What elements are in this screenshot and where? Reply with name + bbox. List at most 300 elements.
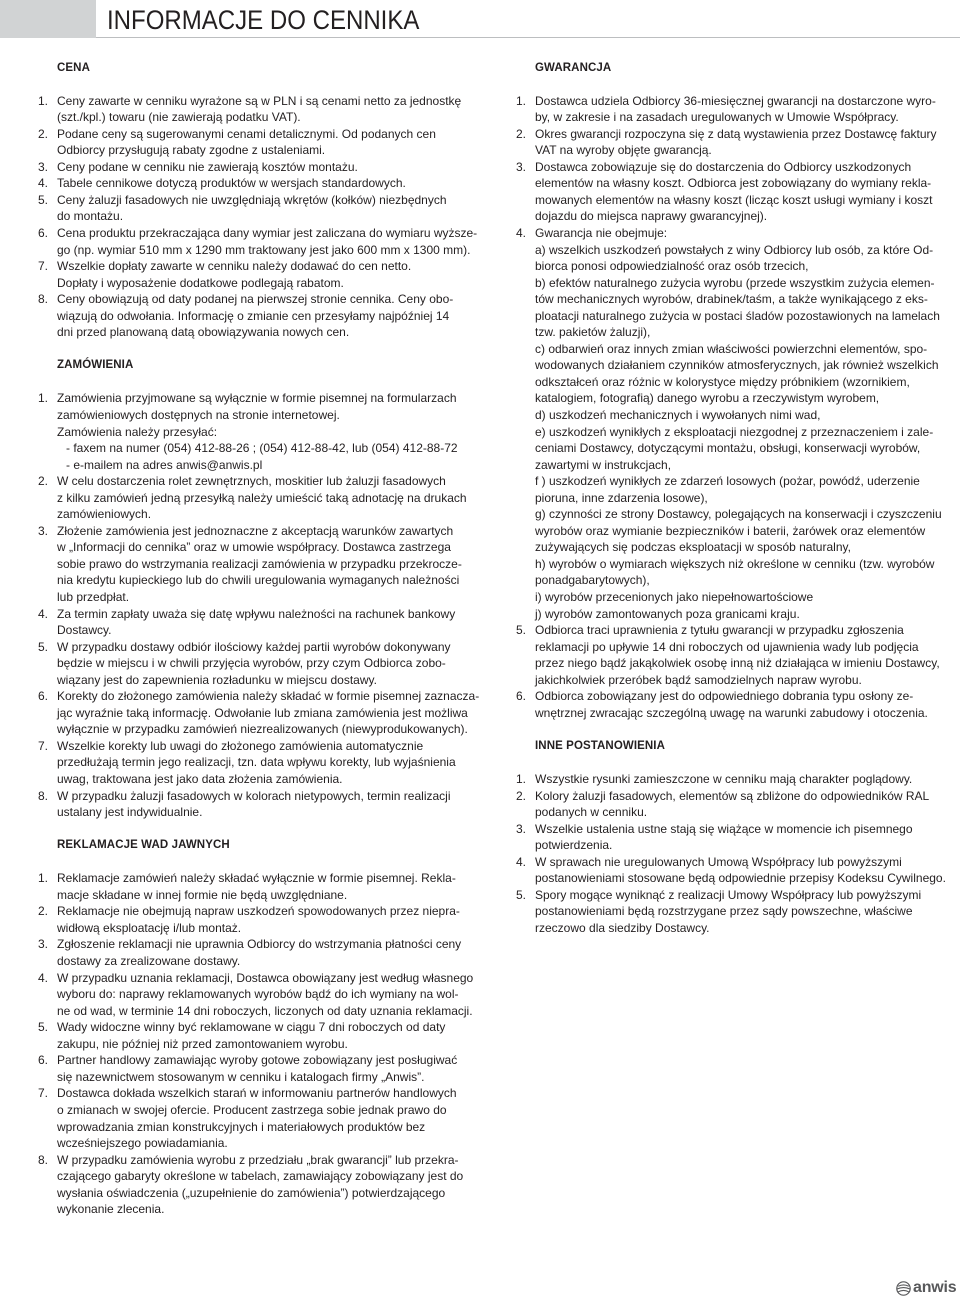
line-text: Ceny zawarte w cenniku wyrażone są w PLN i są cenami netto za jednostkę xyxy=(57,93,462,108)
text-line xyxy=(57,407,483,424)
line-text: d) uszkodzeń mechanicznych i wywołanych nimi wad, xyxy=(535,407,821,422)
text-line xyxy=(535,208,956,225)
item-number: 8. xyxy=(38,788,49,803)
text-line xyxy=(535,457,956,474)
item-number: 5. xyxy=(516,623,527,638)
line-text: Kolory żaluzji fasadowych, elementów są zbliżone do odpowiedników RAL xyxy=(535,788,930,803)
text-line xyxy=(57,1102,483,1119)
line-text: wiązany jest do zapewnienia rozładunku w miejscu dostawy. xyxy=(57,672,377,687)
text-line xyxy=(57,1019,483,1036)
line-text: będzie w miejscu i w chwili przyjęcia wyrobów, przy czym Odbiorca zobo- xyxy=(57,656,446,671)
line-text: f ) uszkodzeń wynikłych ze zdarzeń losowych (pożar, powódź, uderzenie xyxy=(535,474,920,489)
text-line xyxy=(57,970,483,987)
line-text: jąc wyraźnie taką informację. Odwołanie lub zmiana zamówienia jest możliwa xyxy=(57,705,468,720)
text-line xyxy=(57,738,483,755)
line-text: W przypadku żaluzji fasadowych w kolorach nietypowych, termin realizacji xyxy=(57,788,451,803)
line-text: go (np. wymiar 510 mm x 1290 mm traktowany jest jako 600 mm x 1300 mm). xyxy=(57,242,471,257)
text-line xyxy=(57,622,483,639)
line-text: W przypadku dostawy odbiór ilościowy każdej partii wyrobów dokonywany xyxy=(57,639,451,654)
line-text: Odbiorcy przysługują rabaty zgodne z ustaleniami. xyxy=(57,143,326,158)
text-line xyxy=(57,1052,483,1069)
line-text: mowanych elementów na własny koszt (licząc koszt usługi wymiany i koszt xyxy=(535,192,933,207)
text-line xyxy=(57,804,483,821)
text-line xyxy=(57,159,483,176)
line-text: wyłącznie w przypadku zamówień niezrealizowanych (niewyprodukowanych). xyxy=(57,722,468,737)
line-text: wcześniejszego powiadamiania. xyxy=(57,1136,228,1151)
line-text: Dostawcy. xyxy=(57,623,112,638)
list-item xyxy=(516,93,956,126)
line-text: przedłużają termin jego realizacji, tzn. data wpływu korekty, lub wyjaśnienia xyxy=(57,755,456,770)
line-text: Wszystkie rysunki zamieszczone w cenniku mają charakter poglądowy. xyxy=(535,772,913,787)
list-item xyxy=(38,738,483,788)
text-line xyxy=(535,705,956,722)
line-text: odkształceń oraz różnic w kolorystyce między próbnikiem (wzornikiem, xyxy=(535,374,910,389)
list-item xyxy=(38,1085,483,1151)
line-text: podanych w cenniku. xyxy=(535,805,648,820)
line-text: h) wyrobów o wymiarach większych niż określone w cenniku (tzw. wyrobów xyxy=(535,556,935,571)
line-text: Reklamacje nie obejmują napraw uszkodzeń spowodowanych przez niepra- xyxy=(57,904,460,919)
item-number: 4. xyxy=(38,970,49,985)
text-line xyxy=(57,1119,483,1136)
text-line xyxy=(57,490,483,507)
section-heading: CENA xyxy=(57,61,90,74)
item-number: 1. xyxy=(38,871,49,886)
list-item xyxy=(38,970,483,1020)
line-text: W celu dostarczenia rolet zewnętrznych, moskitier lub żaluzji fasadowych xyxy=(57,474,446,489)
list-item xyxy=(38,390,483,473)
text-line xyxy=(57,754,483,771)
text-line xyxy=(57,192,483,209)
line-text: zamówieniowych. xyxy=(57,507,152,522)
item-number: 7. xyxy=(38,1086,49,1101)
line-text: Partner handlowy zamawiając wyroby gotowe zobowiązany jest posługiwać xyxy=(57,1053,458,1068)
text-line xyxy=(535,639,956,656)
item-number: 4. xyxy=(38,606,49,621)
line-text: W przypadku uznania reklamacji, Dostawca obowiązany jest według własnego xyxy=(57,970,474,985)
header-block xyxy=(0,0,96,38)
text-line xyxy=(57,606,483,623)
text-line xyxy=(535,920,956,937)
item-number: 2. xyxy=(38,126,49,141)
line-text: Wszelkie ustalenia ustne stają się wiążące w momencie ich pisemnego xyxy=(535,821,913,836)
line-text: by, w zakresie i na zasadach uregulowanych w Umowie Współpracy. xyxy=(535,110,899,125)
line-text: widłową eksploatację i/lub montaż. xyxy=(57,920,242,935)
left-column xyxy=(38,60,483,1218)
line-text: Podane ceny są sugerowanymi cenami detalicznymi. Od podanych cen xyxy=(57,126,436,141)
line-text: do montażu. xyxy=(57,209,124,224)
text-line xyxy=(57,639,483,656)
item-number: 4. xyxy=(516,225,527,240)
text-line xyxy=(57,275,483,292)
list-item xyxy=(38,870,483,903)
line-text: Gwarancja nie obejmuje: xyxy=(535,225,668,240)
list-item xyxy=(38,175,483,192)
text-line xyxy=(535,242,956,259)
text-line xyxy=(535,771,956,788)
anwis-logo xyxy=(896,1279,956,1297)
text-line xyxy=(57,308,483,325)
numbered-list xyxy=(38,390,483,820)
text-line xyxy=(535,109,956,126)
text-line xyxy=(57,390,483,407)
line-text: wprowadzania zmian konstrukcyjnych i materiałowych produktów bez xyxy=(57,1119,426,1134)
text-line xyxy=(57,936,483,953)
text-line xyxy=(57,324,483,341)
line-text: Za termin zapłaty uważa się datę wpływu należności na rachunek bankowy xyxy=(57,606,456,621)
text-line xyxy=(535,473,956,490)
line-text: Cena produktu przekraczająca dany wymiar jest zaliczana do wymiaru wyższe- xyxy=(57,225,478,240)
text-line xyxy=(57,920,483,937)
item-number: 5. xyxy=(38,639,49,654)
text-line xyxy=(535,390,956,407)
line-text: postanowieniami będą rozstrzygane przez sądy powszechne, właściwe xyxy=(535,904,913,919)
list-item xyxy=(516,159,956,225)
section-heading: GWARANCJA xyxy=(535,61,612,74)
item-number: 6. xyxy=(516,689,527,704)
item-number: 3. xyxy=(38,523,49,538)
item-number: 5. xyxy=(516,887,527,902)
list-item xyxy=(38,903,483,936)
line-text: Tabele cennikowe dotyczą produktów w wersjach standardowych. xyxy=(57,176,406,191)
line-text: Dostawca udziela Odbiorcy 36-miesięcznej gwarancji na dostarczone wyro- xyxy=(535,93,936,108)
line-text: - e-mailem na adres anwis@anwis.pl xyxy=(66,457,263,472)
line-text: Ceny podane w cenniku nie zawierają kosztów montażu. xyxy=(57,159,358,174)
line-text: się nazewnictwem stosowanym w cenniku i katalogach firmy „Anwis”. xyxy=(57,1069,425,1084)
line-text: Dostawca dokłada wszelkich starań w informowaniu partnerów handlowych xyxy=(57,1086,457,1101)
line-text: ne od wad, w terminie 14 dni roboczych, liczonych od daty uznania reklamacji. xyxy=(57,1003,473,1018)
text-line xyxy=(535,672,956,689)
line-text: wnętrznej zwracając szczególną uwagę na warunki zabudowy i otoczenia. xyxy=(535,705,928,720)
text-line xyxy=(57,1168,483,1185)
line-text: zakupu, nie później niż przed zamontowaniem wyrobu. xyxy=(57,1036,348,1051)
line-text: ponadgabarytowych), xyxy=(535,573,650,588)
text-line xyxy=(57,175,483,192)
line-text: Reklamacje zamówień należy składać wyłącznie w formie pisemnej. Rekla- xyxy=(57,871,456,886)
text-line xyxy=(535,126,956,143)
list-item xyxy=(516,622,956,688)
line-text: Korekty do złożonego zamówienia należy składać w formie pisemnej zaznacza- xyxy=(57,689,480,704)
line-text: j) wyrobów zamontowanych poza granicami kraju. xyxy=(535,606,800,621)
line-text: Wszelkie dopłaty zawarte w cenniku należy dodawać do cen netto. xyxy=(57,259,412,274)
list-item xyxy=(38,936,483,969)
text-line xyxy=(57,556,483,573)
text-line xyxy=(535,572,956,589)
line-text: Wszelkie korekty lub uwagi do złożonego zamówienia automatycznie xyxy=(57,738,424,753)
list-item xyxy=(516,854,956,887)
text-line xyxy=(57,953,483,970)
list-item xyxy=(38,1152,483,1218)
text-line xyxy=(535,887,956,904)
line-text: g) czynności ze strony Dostawcy, polegających na konserwacji i czyszczeniu xyxy=(535,507,942,522)
list-item xyxy=(38,225,483,258)
list-item xyxy=(516,788,956,821)
item-number: 2. xyxy=(38,904,49,919)
line-text: W przypadku zamówienia wyrobu z przedziału „brak gwarancji” lub przekra- xyxy=(57,1152,459,1167)
text-line xyxy=(57,688,483,705)
text-line xyxy=(57,109,483,126)
item-number: 5. xyxy=(38,192,49,207)
text-line xyxy=(57,457,483,474)
line-text: ceniami Dostawcy, dotyczącymi montażu, obsługi, konserwacji wyrobów, xyxy=(535,441,921,456)
text-line xyxy=(57,1185,483,1202)
text-line xyxy=(535,308,956,325)
text-section xyxy=(38,837,483,1218)
text-line xyxy=(535,506,956,523)
list-item xyxy=(38,523,483,606)
line-text: Zamówienia należy przesyłać: xyxy=(57,424,218,439)
text-line xyxy=(535,837,956,854)
text-line xyxy=(57,721,483,738)
line-text: tów mechanicznych wyrobów, drabinek/taśm, a także wynikającego z eks- xyxy=(535,292,928,307)
line-text: zamówieniowych dostępnych na stronie internetowej. xyxy=(57,407,340,422)
text-line xyxy=(57,986,483,1003)
line-text: Złożenie zamówienia jest jednoznaczne z akceptacją warunków zawartych xyxy=(57,523,454,538)
line-text: Zamówienia przyjmowane są wyłącznie w formie pisemnej na formularzach xyxy=(57,391,457,406)
line-text: nia kredytu kupieckiego lub do chwili uregulowania wymaganych należności xyxy=(57,573,460,588)
numbered-list xyxy=(38,870,483,1217)
text-line xyxy=(535,175,956,192)
text-line xyxy=(535,142,956,159)
line-text: dostawy za zrealizowane dostawy. xyxy=(57,954,241,969)
item-number: 6. xyxy=(38,689,49,704)
line-text: wysłania oświadczenia („uzupełnienie do zamówienia”) potwierdzającego xyxy=(57,1185,446,1200)
text-line xyxy=(535,225,956,242)
item-number: 1. xyxy=(38,391,49,406)
text-line xyxy=(535,324,956,341)
text-line xyxy=(57,208,483,225)
text-line xyxy=(535,258,956,275)
page-title: INFORMACJE DO CENNIKA xyxy=(107,5,420,35)
text-line xyxy=(57,126,483,143)
text-line xyxy=(57,655,483,672)
text-line xyxy=(535,192,956,209)
line-text: b) efektów naturalnego zużycia wyrobu (przede wszystkim zużycia elemen- xyxy=(535,275,935,290)
text-line xyxy=(57,93,483,110)
line-text: Okres gwarancji rozpoczyna się z datą wystawienia przez Dostawcę faktury xyxy=(535,126,937,141)
line-text: e) uszkodzeń wynikłych z eksploatacji niezgodnej z przeznaczeniem i zale- xyxy=(535,424,934,439)
text-section xyxy=(38,60,483,341)
line-text: VAT na wyroby objęte gwarancją. xyxy=(535,143,712,158)
line-text: czającego gabaryty określone w tabelach, zamawiający zobowiązany jest do xyxy=(57,1169,464,1184)
item-number: 7. xyxy=(38,259,49,274)
item-number: 1. xyxy=(38,93,49,108)
line-text: rzeczowo dla siedziby Dostawcy. xyxy=(535,920,710,935)
text-line xyxy=(57,589,483,606)
logo-text: anwis xyxy=(913,1279,957,1296)
text-line xyxy=(57,506,483,523)
item-number: 3. xyxy=(38,159,49,174)
line-text: jakichkolwiek przeróbek bądź samodzielnych napraw wyrobu. xyxy=(535,672,862,687)
text-line xyxy=(535,424,956,441)
section-heading: ZAMÓWIENIA xyxy=(57,359,134,372)
line-text: uwag, traktowana jest jako data złożenia zamówienia. xyxy=(57,772,343,787)
item-number: 3. xyxy=(516,159,527,174)
text-line xyxy=(535,788,956,805)
line-text: ustalany jest indywidualnie. xyxy=(57,805,203,820)
item-number: 4. xyxy=(516,854,527,869)
line-text: zużywających się podczas eksploatacji w sposób naturalny, xyxy=(535,540,851,555)
item-number: 1. xyxy=(516,93,527,108)
list-item xyxy=(516,771,956,788)
text-line xyxy=(57,903,483,920)
text-line xyxy=(535,556,956,573)
line-text: i) wyrobów przecenionych jako niepełnowartościowe xyxy=(535,590,814,604)
text-line xyxy=(535,870,956,887)
list-item xyxy=(38,1019,483,1052)
text-line xyxy=(535,407,956,424)
list-item xyxy=(38,473,483,523)
numbered-list xyxy=(516,771,956,936)
text-line xyxy=(57,440,483,457)
line-text: sobie prawo do wstrzymania realizacji zamówienia w przypadku przekrocze- xyxy=(57,556,462,571)
item-number: 2. xyxy=(516,126,527,141)
line-text: przez niego bądź jakąkolwiek osobę inną niż działająca w imieniu Dostawcy, xyxy=(535,656,940,671)
line-text: tzw. pakietów żaluzji), xyxy=(535,325,651,340)
text-line xyxy=(57,1069,483,1086)
text-line xyxy=(535,854,956,871)
text-section xyxy=(516,60,956,722)
line-text: wodowanych działaniem czynników atmosferycznych, jak również wszelkich xyxy=(535,358,939,373)
text-line xyxy=(535,275,956,292)
text-line xyxy=(535,159,956,176)
line-text: postanowieniami stosowane będą odpowiednie przepisy Kodeksu Cywilnego. xyxy=(535,871,946,886)
line-text: (szt./kpl.) towaru (nie zawierają podatku VAT). xyxy=(57,110,301,125)
item-number: 2. xyxy=(38,474,49,489)
numbered-list xyxy=(38,93,483,341)
line-text: wiązują do odwołania. Informację o zmianie cen przesyłamy najpóźniej 14 xyxy=(57,308,450,323)
line-text: Zgłoszenie reklamacji nie uprawnia Odbiorcy do wstrzymania płatności ceny xyxy=(57,937,462,952)
line-text: zawartymi w instrukcjach, xyxy=(535,457,672,472)
text-line xyxy=(57,142,483,159)
list-item xyxy=(516,688,956,721)
line-text: - faxem na numer (054) 412-88-26 ; (054) 412-88-42, lub (054) 412-88-72 xyxy=(66,441,458,456)
text-line xyxy=(57,539,483,556)
list-item xyxy=(38,606,483,639)
text-line xyxy=(535,606,956,623)
text-line xyxy=(57,1003,483,1020)
item-number: 8. xyxy=(38,1152,49,1167)
section-heading: INNE POSTANOWIENIA xyxy=(535,739,666,752)
list-item xyxy=(38,291,483,341)
line-text: Odbiorca traci uprawnienia z tytułu gwarancji w przypadku zgłoszenia xyxy=(535,623,904,638)
text-line xyxy=(535,490,956,507)
line-text: a) wszelkich uszkodzeń powstałych z winy Odbiorcy lub osób, za które Od- xyxy=(535,242,934,257)
item-number: 4. xyxy=(38,176,49,191)
list-item xyxy=(38,688,483,738)
list-item xyxy=(38,192,483,225)
list-item xyxy=(516,126,956,159)
text-line xyxy=(57,291,483,308)
text-line xyxy=(535,374,956,391)
line-text: Spory mogące wyniknąć z realizacji Umowy Współpracy lub powyższymi xyxy=(535,887,922,902)
text-line xyxy=(57,870,483,887)
text-line xyxy=(57,1152,483,1169)
list-item xyxy=(38,93,483,126)
text-line xyxy=(535,341,956,358)
line-text: potwierdzenia. xyxy=(535,838,613,853)
line-text: W sprawach nie uregulowanych Umową Współpracy lub powyższymi xyxy=(535,854,902,869)
line-text: z kilku zamówień jedną przesyłką należy umieścić taką adnotację na drukach xyxy=(57,490,467,505)
text-line xyxy=(57,258,483,275)
item-number: 3. xyxy=(516,821,527,836)
text-line xyxy=(57,1201,483,1218)
line-text: Odbiorca zobowiązany jest do odpowiedniego dobrania typu osłony ze- xyxy=(535,689,914,704)
text-line xyxy=(535,655,956,672)
line-text: elementów na własny koszt. Odbiorca jest zobowiązany do wymiany rekla- xyxy=(535,176,932,191)
text-section xyxy=(516,738,956,937)
text-line xyxy=(535,291,956,308)
text-line xyxy=(535,357,956,374)
line-text: dojazdu do miejsca naprawy gwarancyjnej). xyxy=(535,209,768,224)
text-line xyxy=(57,523,483,540)
line-text: dni przed planowaną datą obowiązywania nowych cen. xyxy=(57,325,350,340)
section-heading: REKLAMACJE WAD JAWNYCH xyxy=(57,839,230,852)
text-line xyxy=(535,523,956,540)
text-line xyxy=(535,539,956,556)
line-text: o zmianach w swojej ofercie. Producent zastrzega sobie jednak prawo do xyxy=(57,1102,447,1117)
list-item xyxy=(38,126,483,159)
item-number: 8. xyxy=(38,292,49,307)
text-line xyxy=(57,771,483,788)
list-item xyxy=(38,788,483,821)
right-column xyxy=(516,60,956,937)
text-line xyxy=(535,821,956,838)
text-line xyxy=(535,688,956,705)
line-text: wyrobów oraz wymianie bezpieczników i baterii, żarówek oraz elementów xyxy=(535,523,926,538)
text-line xyxy=(57,1135,483,1152)
line-text: reklamacji po upływie 14 dni roboczych od ujawnienia wady lub podjęcia xyxy=(535,639,919,654)
line-text: ploatacji naturalnego zużycia w postaci śladów pozostawionych na lamelach xyxy=(535,308,940,323)
list-item xyxy=(38,159,483,176)
list-item xyxy=(38,1052,483,1085)
line-text: w „Informacji do cennika” oraz w umowie współpracy. Dostawca zastrzega xyxy=(57,540,451,555)
text-line xyxy=(535,622,956,639)
item-number: 7. xyxy=(38,738,49,753)
item-number: 6. xyxy=(38,225,49,240)
list-item xyxy=(516,821,956,854)
text-line xyxy=(57,1085,483,1102)
line-text: Ceny obowiązują od daty podanej na pierwszej stronie cennika. Ceny obo- xyxy=(57,292,454,307)
text-line xyxy=(57,242,483,259)
text-line xyxy=(57,225,483,242)
line-text: wyboru do: naprawy reklamowanych wyrobów bądź do ich wymiany na wol- xyxy=(57,987,459,1002)
line-text: Dostawca zobowiązuje się do dostarczenia do Odbiorcy uszkodzonych xyxy=(535,159,912,174)
text-line xyxy=(57,788,483,805)
item-number: 2. xyxy=(516,788,527,803)
text-line xyxy=(57,1036,483,1053)
text-line xyxy=(535,589,956,606)
line-text: lub przedpłat. xyxy=(57,590,130,604)
list-item xyxy=(516,225,956,622)
list-item xyxy=(38,258,483,291)
line-text: katalogiem, fotografią) danego wyrobu a rzeczywistym wyrobem, xyxy=(535,391,880,406)
line-text: Wady widoczne winny być reklamowane w ciągu 7 dni roboczych od daty xyxy=(57,1020,446,1035)
line-text: c) odbarwień oraz innych zmian właściwości powierzchni elementów, spo- xyxy=(535,341,928,356)
text-line xyxy=(535,804,956,821)
item-number: 3. xyxy=(38,937,49,952)
text-line xyxy=(57,473,483,490)
text-line xyxy=(535,93,956,110)
item-number: 6. xyxy=(38,1053,49,1068)
line-text: biorca ponosi odpowiedzialność oraz osób trzecich, xyxy=(535,259,809,274)
numbered-list xyxy=(516,93,956,722)
text-line xyxy=(535,903,956,920)
item-number: 1. xyxy=(516,772,527,787)
line-text: Ceny żaluzji fasadowych nie uwzględniają wkrętów (kołków) niezbędnych xyxy=(57,192,447,207)
line-text: macje składane w innej formie nie będą uwzględniane. xyxy=(57,887,348,902)
text-line xyxy=(57,424,483,441)
text-line xyxy=(535,440,956,457)
